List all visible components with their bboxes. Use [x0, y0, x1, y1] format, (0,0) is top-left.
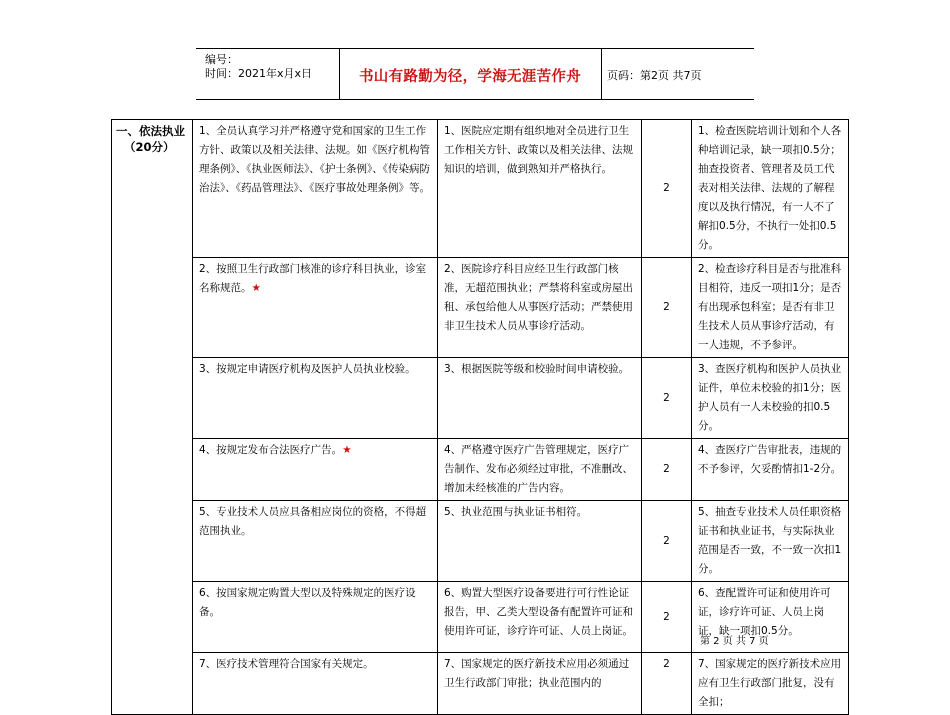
standard-cell: 1、全员认真学习并严格遵守党和国家的卫生工作方针、政策以及相关法律、法规。如《医疗机构管理条例》、《执业医师法》、《护士条例》、《传染病防治法》、《药品管理法》、《医疗事故处理条例》等。 [193, 120, 438, 258]
page-header [196, 48, 754, 100]
document-time: 时间：2021年x月x日 [205, 67, 313, 80]
star-icon: ★ [251, 282, 261, 294]
section-heading-cell [112, 120, 193, 715]
method-cell: 1、检查医院培训计划和个人各种培训记录，缺一项扣0.5分；抽查投资者、管理者及员工代表对相关法律、法规的了解程度以及执行情况，有一人不了解扣0.5分，不执行一处扣0.5分。 [692, 120, 849, 258]
requirement-cell: 5、执业范围与执业证书相符。 [438, 501, 642, 582]
score-cell: 2 [642, 582, 692, 653]
requirement-cell: 3、根据医院等级和校验时间申请校验。 [438, 358, 642, 439]
standard-cell [193, 258, 438, 358]
section-score: （20分） [124, 140, 175, 154]
standard-cell: 3、按规定申请医疗机构及医护人员执业校验。 [193, 358, 438, 439]
table-row [112, 653, 849, 715]
score-cell: 2 [642, 439, 692, 501]
document-number-label: 编号： [205, 53, 238, 66]
table-row [112, 501, 849, 582]
header-page-info: 页码：第2页 共7页 [607, 69, 702, 82]
standard-cell: 6、按国家规定购置大型以及特殊规定的医疗设备。 [193, 582, 438, 653]
score-cell: 2 [642, 501, 692, 582]
standard-text: 2、按照卫生行政部门核准的诊疗科目执业，诊室名称规范。 [199, 263, 427, 294]
header-page-cell [601, 49, 754, 99]
table-row [112, 120, 849, 258]
header-motto: 书山有路勤为径，学海无涯苦作舟 [359, 69, 581, 85]
requirement-cell: 6、购置大型医疗设备要进行可行性论证报告，甲、乙类大型设备有配置许可证和使用许可证，诊疗许可证、人员上岗证。 [438, 582, 642, 653]
header-meta-cell [196, 49, 340, 99]
method-cell: 7、国家规定的医疗新技术应用应有卫生行政部门批复，没有全扣； [692, 653, 849, 715]
header-motto-cell [339, 49, 602, 99]
star-icon: ★ [342, 444, 352, 456]
standard-text: 4、按规定发布合法医疗广告。 [199, 444, 343, 456]
standard-cell: 7、医疗技术管理符合国家有关规定。 [193, 653, 438, 715]
standard-cell: 5、专业技术人员应具备相应岗位的资格，不得超范围执业。 [193, 501, 438, 582]
method-cell: 4、查医疗广告审批表，违规的不予参评，欠妥酌情扣1-2分。 [692, 439, 849, 501]
method-cell: 3、查医疗机构和医护人员执业证件，单位未校验的扣1分；医护人员有一人未校验的扣0.5分。 [692, 358, 849, 439]
table-row [112, 358, 849, 439]
table-row [112, 439, 849, 501]
method-cell: 5、抽查专业技术人员任职资格证书和执业证书，与实际执业范围是否一致，不一致一次扣1分。 [692, 501, 849, 582]
requirement-cell: 2、医院诊疗科目应经卫生行政部门核准，无超范围执业；严禁将科室或房屋出租、承包给他人从事医疗活动；严禁使用非卫生技术人员从事诊疗活动。 [438, 258, 642, 358]
method-cell: 6、查配置许可证和使用许可证，诊疗许可证、人员上岗证，缺一项扣0.5分。 [692, 582, 849, 653]
method-cell: 2、检查诊疗科目是否与批准科目相符，违反一项扣1分；是否有出现承包科室；是否有非卫生技术人员从事诊疗活动，有一人违规，不予参评。 [692, 258, 849, 358]
score-cell: 2 [642, 258, 692, 358]
table-row [112, 258, 849, 358]
score-cell: 2 [642, 358, 692, 439]
requirement-cell: 1、医院应定期有组织地对全员进行卫生工作相关方针、政策以及相关法律、法规知识的培训，做到熟知并严格执行。 [438, 120, 642, 258]
standard-cell [193, 439, 438, 501]
requirement-cell: 7、国家规定的医疗新技术应用必须通过卫生行政部门审批；执业范围内的 [438, 653, 642, 715]
evaluation-table [111, 119, 849, 715]
section-title: 一、依法执业 [116, 124, 185, 138]
page-footer: 第 2 页 共 7 页 [700, 636, 769, 647]
score-cell: 2 [642, 653, 692, 715]
score-cell: 2 [642, 120, 692, 258]
requirement-cell: 4、严格遵守医疗广告管理规定，医疗广告制作、发布必须经过审批，不准删改、增加未经核准的广告内容。 [438, 439, 642, 501]
